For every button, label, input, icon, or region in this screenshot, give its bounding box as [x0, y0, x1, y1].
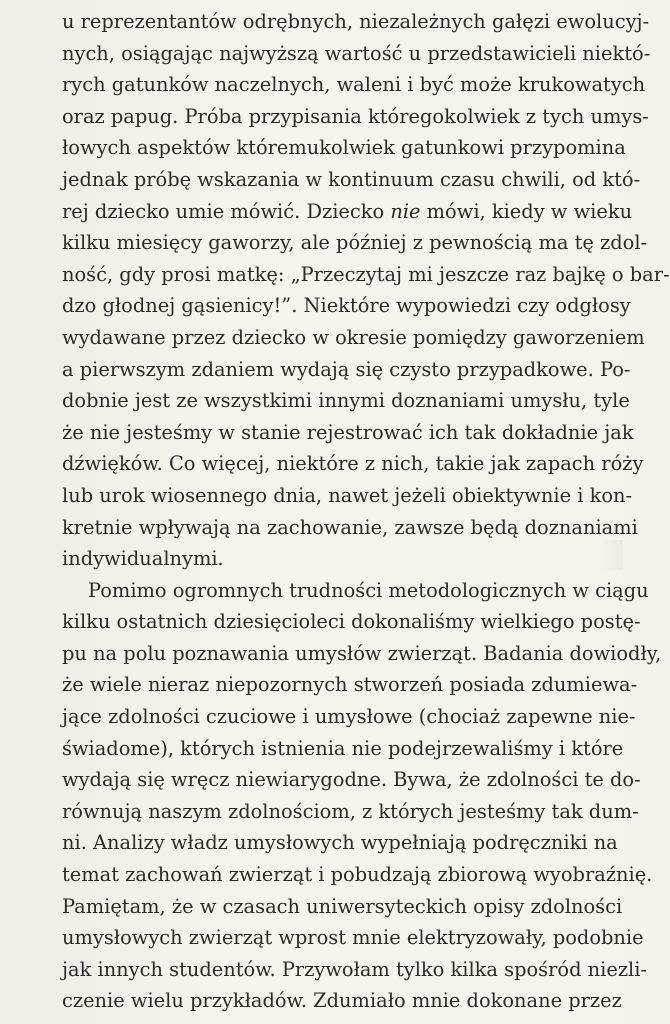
text-line: łowych aspektów któremukolwiek gatunkowi przypomina: [62, 136, 626, 160]
text-line: a pierwszym zdaniem wydają się czysto przypadkowe. Po-: [62, 357, 631, 381]
text-line: jak innych studentów. Przywołam tylko kilka spośród niezli-: [62, 957, 647, 981]
text-line: temat zachowań zwierząt i pobudzają zbiorową wyobraźnię.: [62, 863, 653, 887]
text-line: dzo głodnej gąsienicy!”. Niektóre wypowiedzi czy odgłosy: [62, 294, 631, 318]
text-line: jednak próbę wskazania w kontinuum czasu chwili, od któ-: [62, 167, 641, 191]
text-line: jące zdolności czuciowe i umysłowe (chociaż zapewne nie-: [62, 705, 636, 729]
text-line: kilku ostatnich dziesięcioleci dokonaliśmy wielkiego postę-: [62, 610, 641, 634]
body-text: [62, 6, 670, 1017]
text-line: ność, gdy prosi matkę: „Przeczytaj mi jeszcze raz bajkę o bar-: [62, 262, 670, 286]
text-line: wydają się wręcz niewiarygodne. Bywa, że zdolności te do-: [62, 768, 641, 792]
text-line: oraz papug. Próba przypisania któregokolwiek z tych umys-: [62, 104, 649, 128]
text-line: u reprezentantów odrębnych, niezależnych gałęzi ewolucyj-: [62, 10, 650, 33]
text-line: kilku miesięcy gaworzy, ale później z pewnością ma tę zdol-: [62, 231, 648, 255]
page-edge-shadow: [601, 540, 623, 570]
text-line: świadome), których istnienia nie podejrzewaliśmy i które: [62, 736, 624, 760]
text-line: rej dziecko umie mówić. Dziecko nie mówi, kiedy w wieku: [62, 199, 633, 223]
text-line: Pomimo ogromnych trudności metodologicznych w ciągu: [88, 578, 649, 602]
text-line: lub urok wiosennego dnia, nawet jeżeli obiektywnie i kon-: [62, 483, 633, 507]
text-line: ni. Analizy władz umysłowych wypełniają podręczniki na: [62, 831, 618, 855]
text-line: rych gatunków naczelnych, waleni i być może krukowatych: [62, 73, 646, 97]
text-line: że wiele nieraz niepozornych stworzeń posiada zdumiewa-: [62, 673, 638, 697]
text-line: Pamiętam, że w czasach uniwersyteckich opisy zdolności: [62, 894, 623, 918]
text-line: wydawane przez dziecko w okresie pomiędzy gaworzeniem: [62, 325, 645, 349]
paragraph-1: [62, 6, 670, 575]
text-line: dźwięków. Co więcej, niektóre z nich, takie jak zapach róży: [62, 452, 644, 476]
text-line: indywidualnymi.: [62, 547, 224, 571]
text-line: nych, osiągając najwyższą wartość u przedstawicieli niektó-: [62, 41, 651, 65]
text-line: dobnie jest ze wszystkimi innymi doznaniami umysłu, tyle: [62, 389, 630, 413]
text-line: że nie jesteśmy w stanie rejestrować ich tak dokładnie jak: [62, 420, 634, 444]
paragraph-2: [62, 575, 662, 1017]
text-line: pu na polu poznawania umysłów zwierząt. Badania dowiodły,: [62, 641, 662, 665]
text-line: kretnie wpływają na zachowanie, zawsze będą doznaniami: [62, 515, 638, 539]
text-line: czenie wielu przykładów. Zdumiało mnie dokonane przez: [62, 989, 622, 1013]
text-line: równują naszym zdolnościom, z których jesteśmy tak dum-: [62, 799, 639, 823]
text-line: umysłowych zwierząt wprost mnie elektryzowały, podobnie: [62, 926, 644, 950]
